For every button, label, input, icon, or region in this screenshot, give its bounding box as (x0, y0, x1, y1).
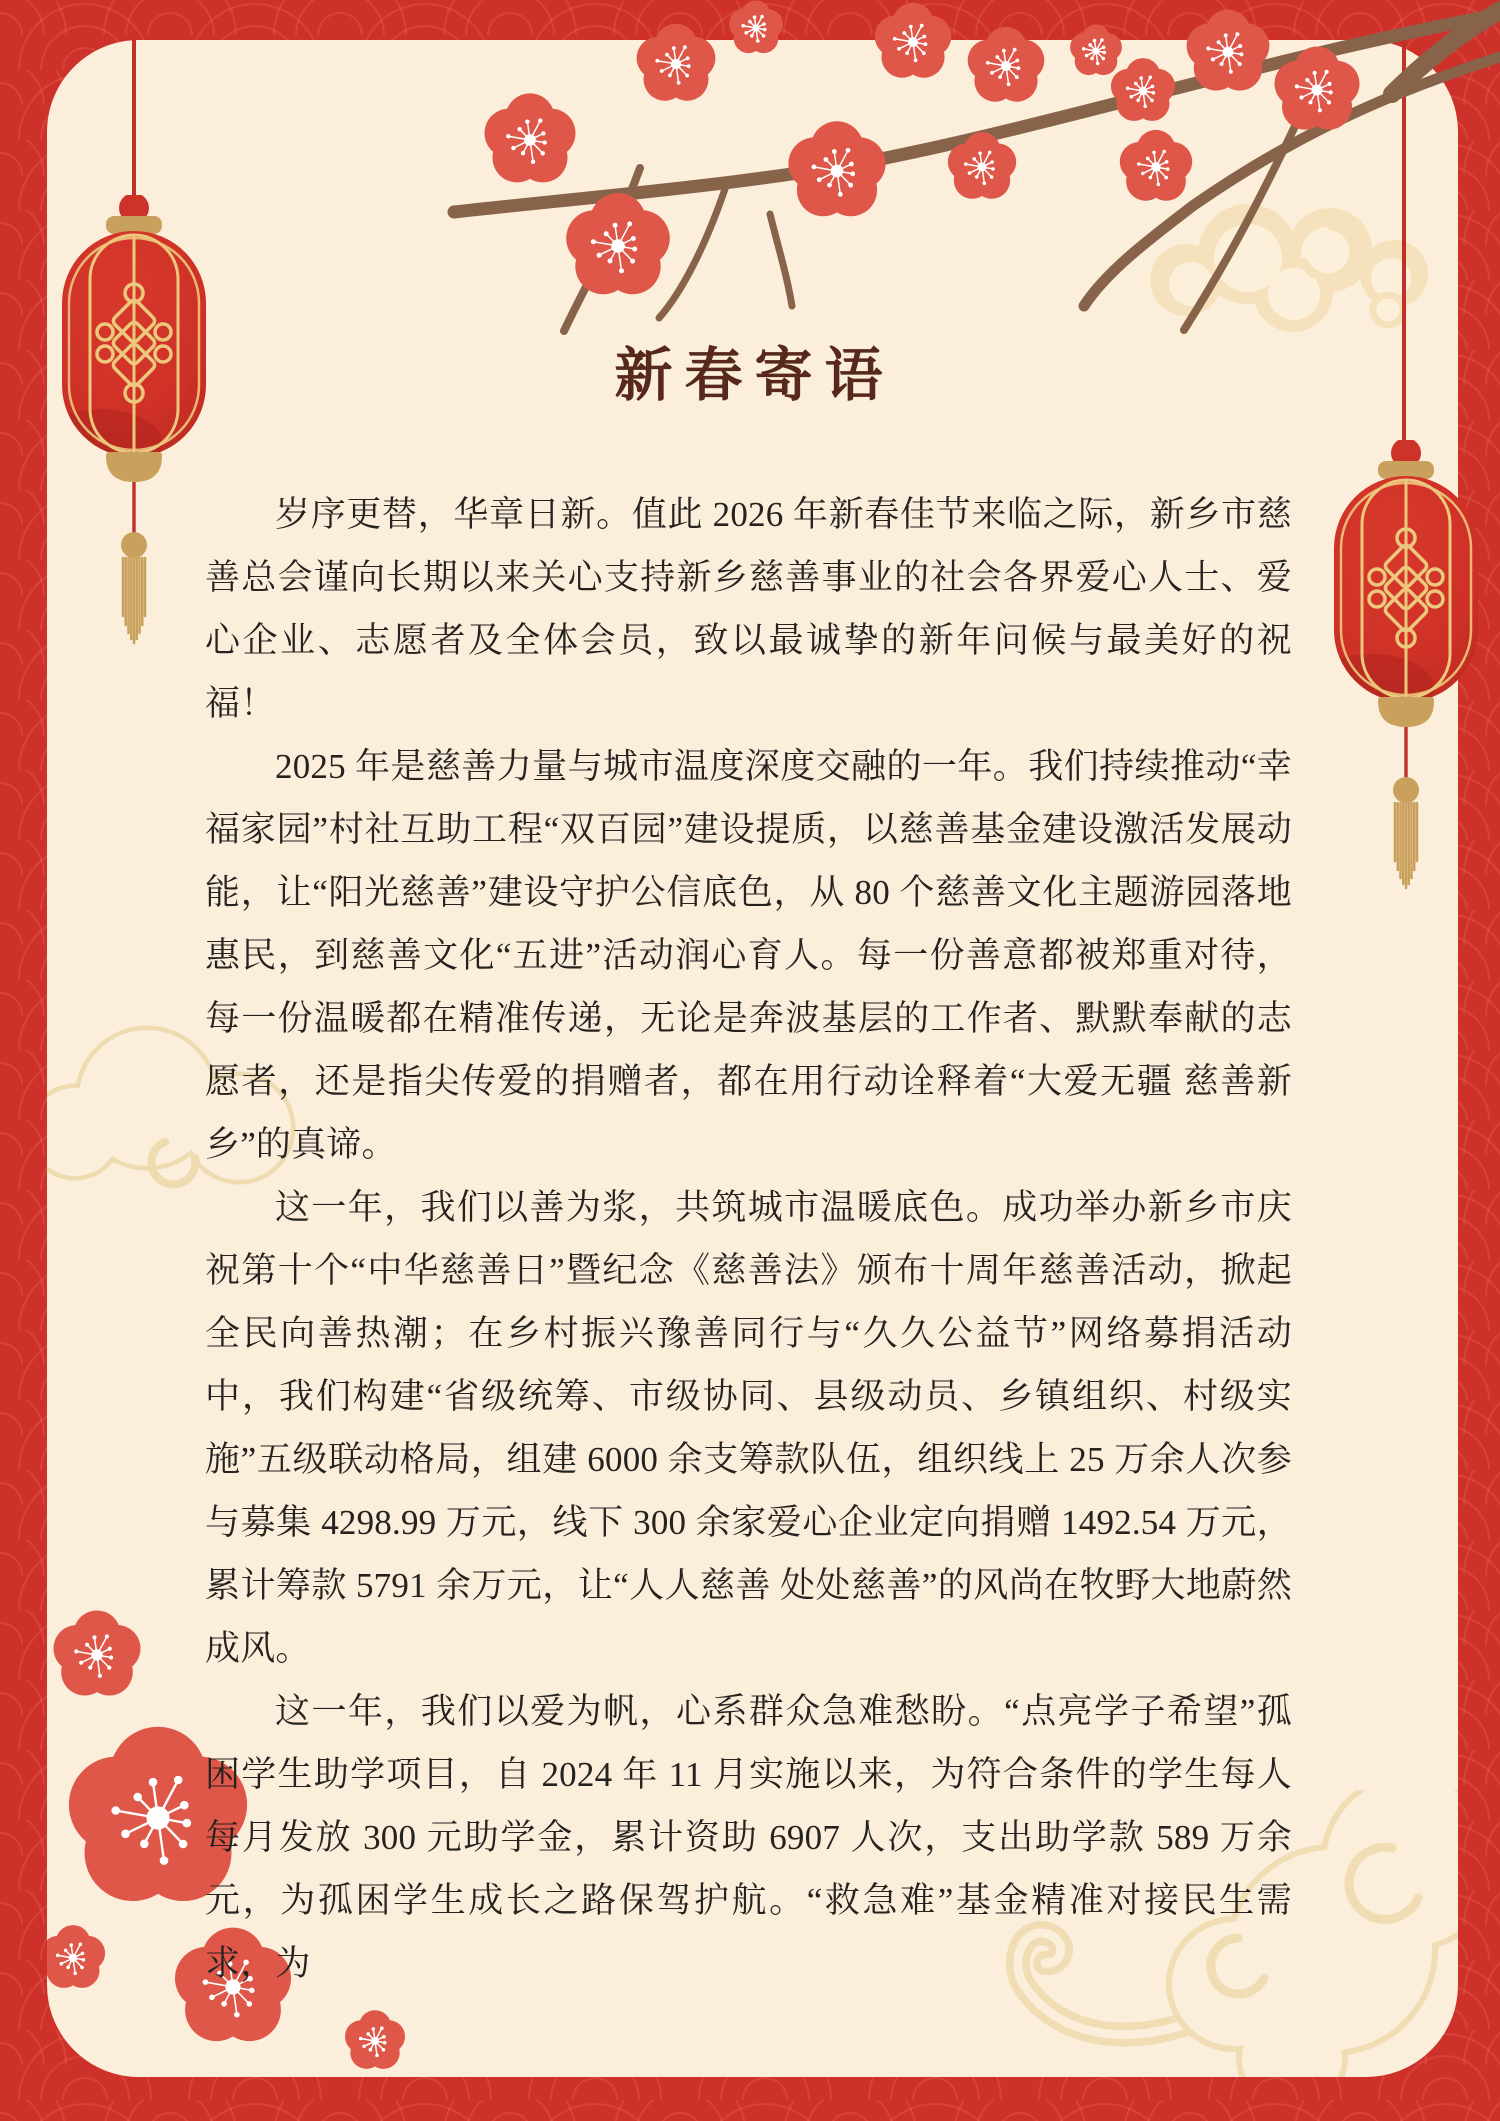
plum-blossom-icon (637, 24, 716, 101)
plum-blossom-icon (729, 0, 783, 53)
paragraph-3: 这一年，我们以善为浆，共筑城市温暖底色。成功举办新乡市庆祝第十个“中华慈善日”暨纪念《慈善法》颁布十周年慈善活动，掀起全民向善热潮；在乡村振兴豫善同行与“久久公益节”网络募捐活动中，我们构建“省级统筹、市级协同、县级动员、乡镇组织、村级实施”五级联动格局，组建 6000 余支筹款队伍，组织线上 25 万余人次参与募集 4298.99 万元，线下 300 余家爱心企业定向捐赠 1492.54 万元，累计筹款 5791 余万元，让“人人慈善 处处慈善”的风尚在牧野大地蔚然成风。 (205, 1188, 1292, 1668)
lantern-string (132, 40, 136, 198)
paragraph-4: 这一年，我们以爱为帆，心系群众急难愁盼。“点亮学子希望”孤困学生助学项目，自 2024 年 11 月实施以来，为符合条件的学生每人每月发放 300 元助学金，累计资助 6907 人次，支出助学款 589 万余元，为孤困学生成长之路保驾护航。“救急难”基金精准对接民生需求，为 (205, 1692, 1292, 1983)
red-lantern-icon (54, 195, 214, 655)
plum-blossom-icon (1120, 130, 1192, 201)
plum-blossom-icon (485, 93, 576, 182)
plum-blossom-icon (968, 27, 1045, 102)
paragraph-1: 岁序更替，华章日新。值此 2026 年新春佳节来临之际，新乡市慈善总会谨向长期以来关心支持新乡慈善事业的社会各界爱心人士、爱心企业、志愿者及全体会员，致以最诚挚的新年问候与最美好的祝福！ (205, 495, 1292, 723)
plum-blossom-icon (345, 2010, 405, 2069)
plum-blossom-icon (54, 1611, 141, 1696)
plum-blossom-icon (1111, 58, 1175, 121)
plum-blossom-icon (1187, 10, 1270, 91)
plum-blossom-branch-icon (430, 0, 1500, 580)
plum-blossom-icon (47, 1925, 105, 1988)
plum-blossom-icon (566, 193, 670, 294)
plum-blossom-icon (875, 3, 952, 78)
page-title-text: 新春寄语 (614, 341, 895, 409)
plum-blossom-icon (788, 121, 885, 216)
paragraph-2: 2025 年是慈善力量与城市温度深度交融的一年。我们持续推动“幸福家园”村社互助工程“双百园”建设提质，以慈善基金建设激活发展动能，让“阳光慈善”建设守护公信底色，从 80 个慈善文化主题游园落地惠民，到慈善文化“五进”活动润心育人。每一份善意都被郑重对待，每一份温暖都在精准传递，无论是奔波基层的工作者、默默奉献的志愿者，还是指尖传爱的捐赠者，都在用行动诠释着“大爱无疆 慈善新乡”的真谛。 (205, 747, 1292, 1164)
plum-blossom-icon (1070, 25, 1122, 76)
